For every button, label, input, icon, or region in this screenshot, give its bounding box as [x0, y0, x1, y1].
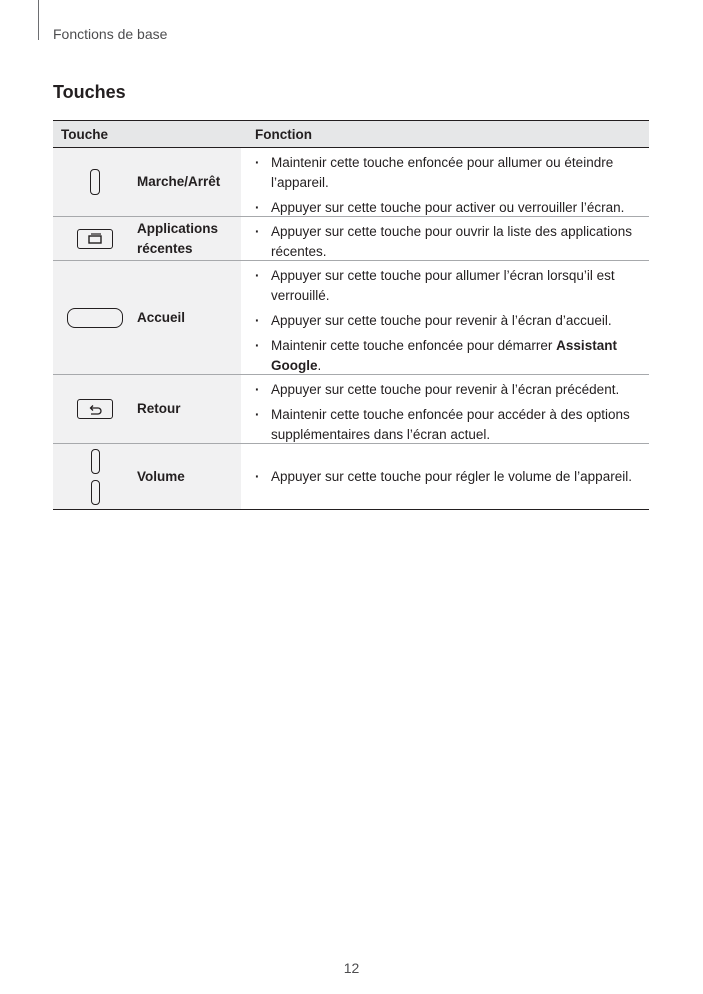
key-cell: [53, 148, 241, 216]
keys-table: [53, 120, 649, 510]
table-row-volume: [53, 444, 649, 509]
function-item: · Maintenir cette touche enfoncée pour démarrer Assistant Google.: [255, 336, 635, 376]
table-row-back: [53, 375, 649, 444]
section-title: Touches: [53, 82, 126, 102]
key-name-home: Accueil: [137, 309, 186, 325]
power-key-icon: [90, 169, 100, 195]
function-item: · Appuyer sur cette touche pour activer ou verrouiller l’écran.: [255, 198, 635, 218]
function-item: · Appuyer sur cette touche pour revenir à l’écran précédent.: [255, 380, 635, 400]
function-cell: [241, 375, 649, 443]
function-cell: [241, 148, 649, 216]
function-cell: [241, 217, 649, 260]
table-row-power: [53, 148, 649, 217]
function-cell: [241, 261, 649, 374]
volume-up-icon: [91, 449, 100, 474]
function-item: · Appuyer sur cette touche pour revenir à l’écran d’accueil.: [255, 311, 635, 331]
function-item: · Appuyer sur cette touche pour ouvrir la liste des applications récentes.: [255, 222, 635, 262]
key-cell: [53, 261, 241, 374]
volume-down-icon: [91, 480, 100, 505]
function-item: · Appuyer sur cette touche pour allumer l’écran lorsqu’il est verrouillé.: [255, 266, 635, 306]
function-item: · Appuyer sur cette touche pour régler le volume de l’appareil.: [255, 467, 632, 487]
home-key-icon: [67, 308, 123, 328]
margin-rule: [38, 0, 39, 40]
function-item: · Maintenir cette touche enfoncée pour accéder à des options supplémentaires dans l’écran actuel.: [255, 405, 635, 445]
key-name-power: Marche/Arrêt: [137, 174, 221, 189]
key-name-back: Retour: [137, 401, 181, 416]
column-header-function: Fonction: [255, 126, 312, 142]
key-cell: [53, 375, 241, 443]
key-name-recent-apps: Applications récentes: [137, 220, 219, 256]
recent-apps-icon: [77, 229, 113, 249]
key-cell: [53, 217, 241, 260]
back-key-icon: [77, 399, 113, 419]
table-header: [53, 121, 649, 148]
key-name-volume: Volume: [137, 468, 185, 484]
function-cell: [241, 444, 649, 509]
volume-keys-icon: [53, 446, 137, 508]
running-header: Fonctions de base: [53, 26, 168, 42]
table-row-home: [53, 261, 649, 375]
key-cell: [53, 444, 241, 509]
column-header-key: Touche: [61, 126, 108, 142]
function-item: · Maintenir cette touche enfoncée pour allumer ou éteindre l’appareil.: [255, 153, 635, 193]
table-row-recent-apps: [53, 217, 649, 261]
page-number: 12: [343, 960, 360, 976]
